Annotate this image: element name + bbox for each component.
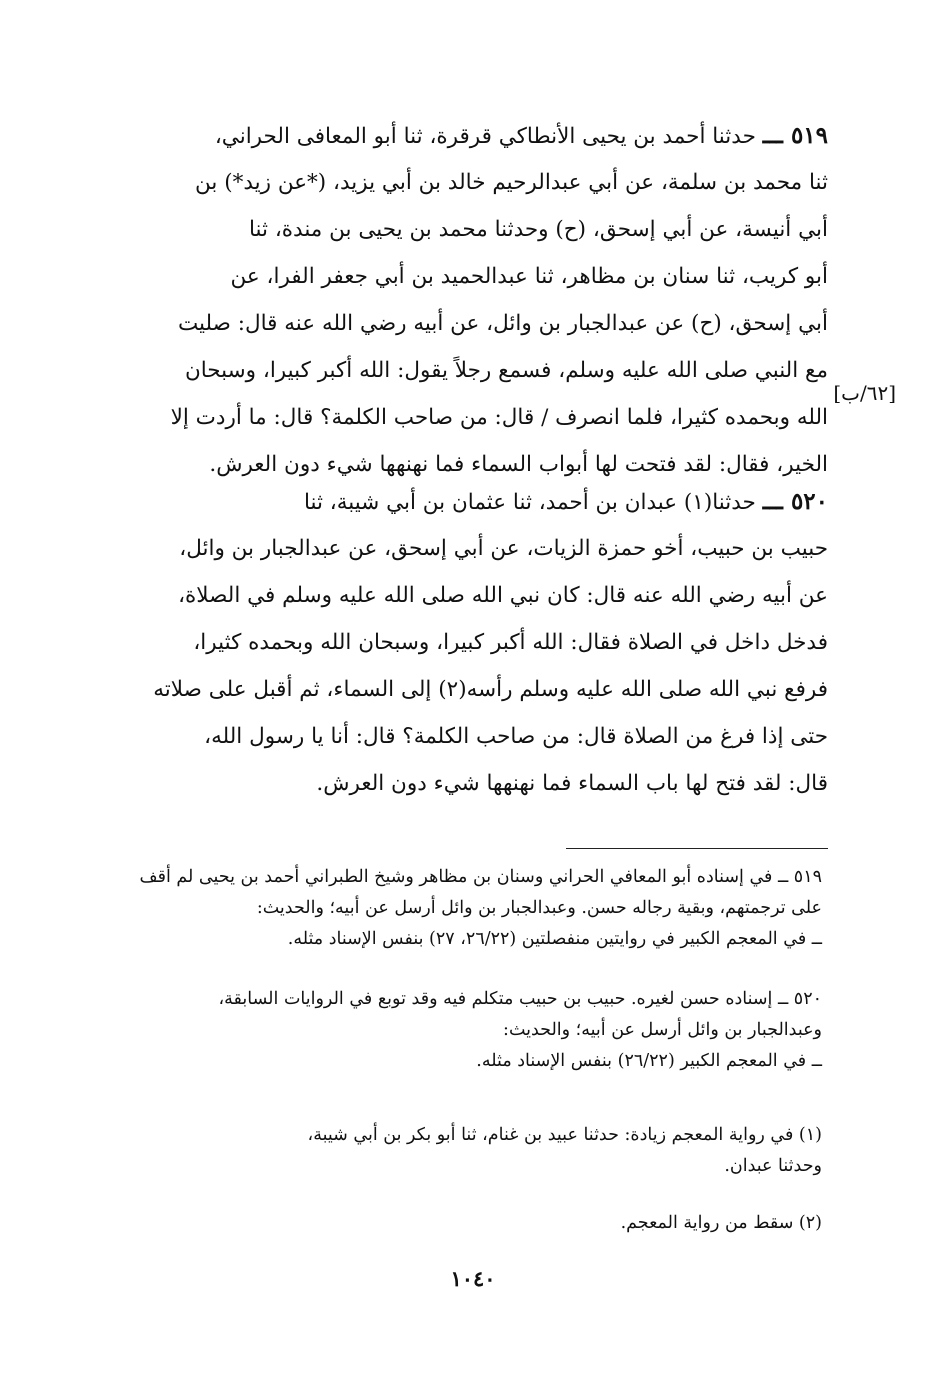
text-line: عن أبيه رضي الله عنه قال: كان نبي الله صلى الله عليه وسلم في الصلاة، [178,583,828,608]
footnote-line: ــ في المعجم الكبير في روايتين منفصلتين (٢٦/٢٢، ٢٧) بنفس الإسناد مثله. [287,929,822,949]
footnote-line: وحدثنا عبدان. [724,1156,822,1176]
text-line: فدخل داخل في الصلاة فقال: الله أكبر كبيرا، وسبحان الله وبحمده كثيرا، [193,630,828,655]
footnote-520 [122,984,822,1077]
footnote-519 [122,862,822,955]
footnote-1 [122,1120,822,1182]
text-line: حدثنا(١) عبدان بن أحمد، ثنا عثمان بن أبي شيبة، ثنا [303,490,756,515]
text-line: الخير، فقال: لقد فتحت لها أبواب السماء فما نهنهها شيء دون العرش. [209,452,828,477]
footnote-line: وعبدالجبار بن وائل أرسل عن أبيه؛ والحديث: [503,1020,822,1040]
footnote-line: (١) في رواية المعجم زيادة: حدثنا عبيد بن غنام، ثنا أبو بكر بن أبي شيبة، [307,1125,822,1145]
hadith-number-519: ٥١٩ ـــ [762,122,828,149]
text-line: الله وبحمده كثيرا، فلما انصرف / قال: من صاحب الكلمة؟ قال: ما أردت إلا [170,405,828,430]
hadith-519-first-line [128,112,828,159]
footnote-line: ٥٢٠ ــ إسناده حسن لغيره. حبيب بن حبيب متكلم فيه وقد توبع في الروايات السابقة، [218,989,822,1009]
footnote-2 [122,1208,822,1239]
text-line: فرفع نبي الله صلى الله عليه وسلم رأسه(٢) إلى السماء، ثم أقبل على صلاته [153,677,828,702]
page-number: ١٠٤٠ [450,1266,496,1291]
text-line: مع النبي صلى الله عليه وسلم، فسمع رجلاً يقول: الله أكبر كبيرا، وسبحان [184,358,828,383]
hadith-519 [128,112,828,488]
text-line: حدثنا أحمد بن يحيى الأنطاكي قرقرة، ثنا أبو المعافى الحراني، [214,124,756,149]
text-line: أبي أنيسة، عن أبي إسحق، (ح) وحدثنا محمد بن يحيى بن مندة، ثنا [248,217,828,242]
hadith-520-first-line [128,478,828,525]
text-line: أبي إسحق، (ح) عن عبدالجبار بن وائل، عن أبيه رضي الله عنه قال: صليت [177,311,828,336]
text-line: حتى إذا فرغ من الصلاة قال: من صاحب الكلمة؟ قال: أنا يا رسول الله، [204,724,828,749]
text-line: حبيب بن حبيب، أخو حمزة الزيات، عن أبي إسحق، عن عبدالجبار بن وائل، [179,536,828,561]
manuscript-folio-marker: [٦٢/ب] [833,381,896,405]
footnote-line: ــ في المعجم الكبير (٢٦/٢٢) بنفس الإسناد مثله. [476,1051,822,1071]
footnote-line: على ترجمتهم، وبقية رجاله حسن. وعبدالجبار بن وائل أرسل عن أبيه؛ والحديث: [256,898,822,918]
text-line: قال: لقد فتح لها باب السماء فما نهنهها شيء دون العرش. [316,771,828,796]
footnote-line: (٢) سقط من رواية المعجم. [620,1213,822,1233]
footnote-separator [566,848,828,849]
text-line: ثنا محمد بن سلمة، عن أبي عبدالرحيم خالد بن أبي يزيد، (*عن زيد*) بن [195,170,828,195]
footnote-line: ٥١٩ ــ في إسناده أبو المعافي الحراني وسنان بن مظاهر وشيخ الطبراني أحمد بن يحيى لم أقف [139,867,822,887]
hadith-520 [128,478,828,807]
hadith-number-520: ٥٢٠ ـــ [762,488,828,515]
text-line: أبو كريب، ثنا سنان بن مظاهر، ثنا عبدالحميد بن أبي جعفر الفرا، عن [230,264,828,289]
